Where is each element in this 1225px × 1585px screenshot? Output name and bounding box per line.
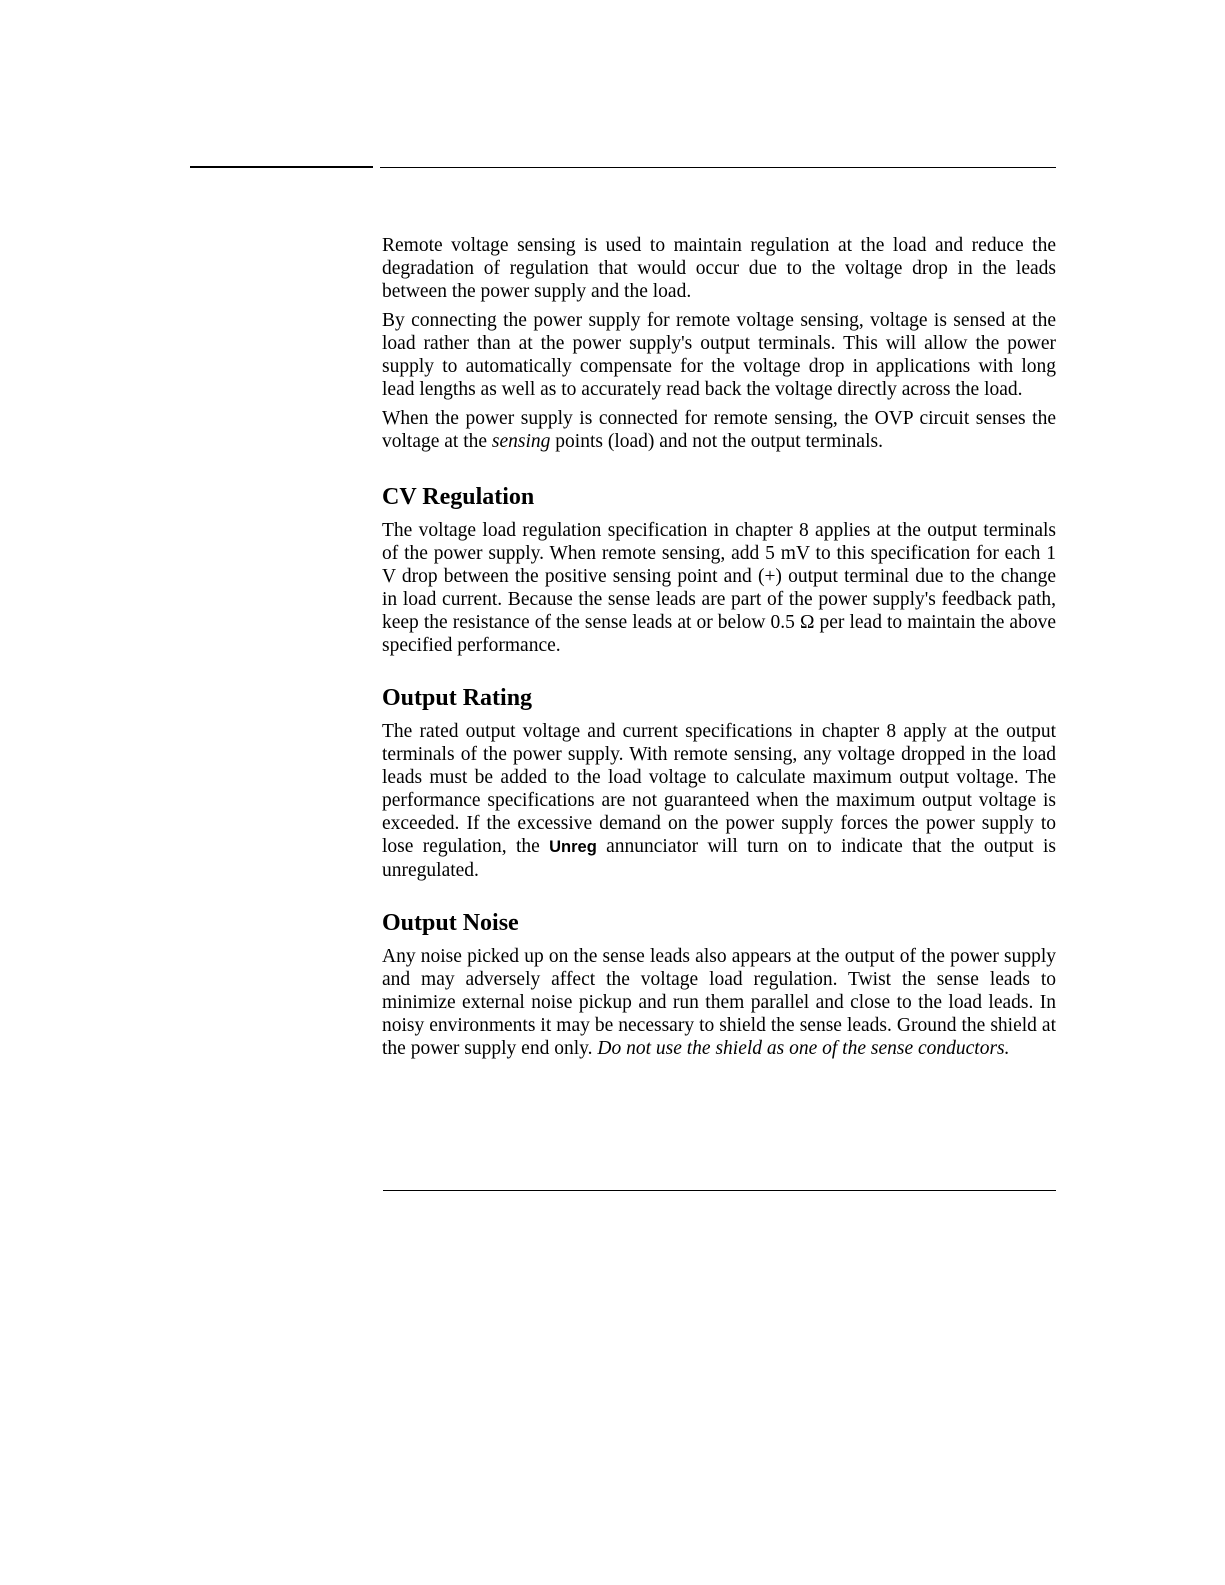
output-rating-body <box>382 720 1056 882</box>
intro-paragraph-2: By connecting the power supply for remote voltage sensing, voltage is sensed at the load rather than at the power supply's output terminals. This will allow the power supply to automatically compensate for the voltage drop in applications with long lead lengths as well as to accurately read back the voltage directly across the load. <box>382 310 1056 400</box>
output-rating-text-start: The rated output voltage and current specifications in chapter 8 apply at the output terminals of the power supply. With remote sensing, any voltage dropped in the load leads must be added to the load voltage to calculate maximum output voltage. The performance specifications are not guaranteed when the maximum output voltage is exceeded. If the excessive demand on the power supply forces the power supply to lose regulation, the <box>382 721 1056 857</box>
cv-regulation-heading: CV Regulation <box>382 484 535 510</box>
intro-p3-text-start: When the power supply is connected for remote sensing, the OVP circuit senses the voltage at the <box>382 408 1056 452</box>
output-rating-heading: Output Rating <box>382 685 533 711</box>
output-noise-text-start: Any noise picked up on the sense leads also appears at the output of the power supply and may adversely affect the voltage load regulation. Twist the sense leads to minimize external noise pickup and run them parallel and close to the load leads. In noisy environments it may be necessary to shield the sense leads. Ground the shield at the power supply end only. <box>382 946 1056 1059</box>
output-noise-emphasis: Do not use the shield as one of the sense conductors. <box>597 1038 1010 1059</box>
unreg-annunciator-label: Unreg <box>549 838 597 856</box>
header-rule-left <box>190 166 373 168</box>
header-rule-right <box>380 167 1056 168</box>
intro-p3-text-end: points (load) and not the output terminals. <box>550 431 883 452</box>
output-rating-text-end: annunciator will turn on to indicate that the output is unregulated. <box>382 836 1056 881</box>
intro-paragraph-3 <box>382 407 1056 453</box>
intro-paragraph-1: Remote voltage sensing is used to maintain regulation at the load and reduce the degradation of regulation that would occur due to the voltage drop in the leads between the power supply and the load. <box>382 235 1056 302</box>
cv-regulation-body: The voltage load regulation specification in chapter 8 applies at the output terminals of the power supply. When remote sensing, add 5 mV to this specification for each 1 V drop between the positive sensing point and (+) output terminal due to the change in load current. Because the sense leads are part of the power supply's feedback path, keep the resistance of the sense leads at or below 0.5 Ω per lead to maintain the above specified performance. <box>382 520 1056 656</box>
output-noise-heading: Output Noise <box>382 910 519 936</box>
page-content <box>382 234 1056 1066</box>
footer-rule <box>383 1190 1056 1191</box>
output-noise-body <box>382 945 1056 1060</box>
intro-p3-emphasis: sensing <box>491 431 551 452</box>
